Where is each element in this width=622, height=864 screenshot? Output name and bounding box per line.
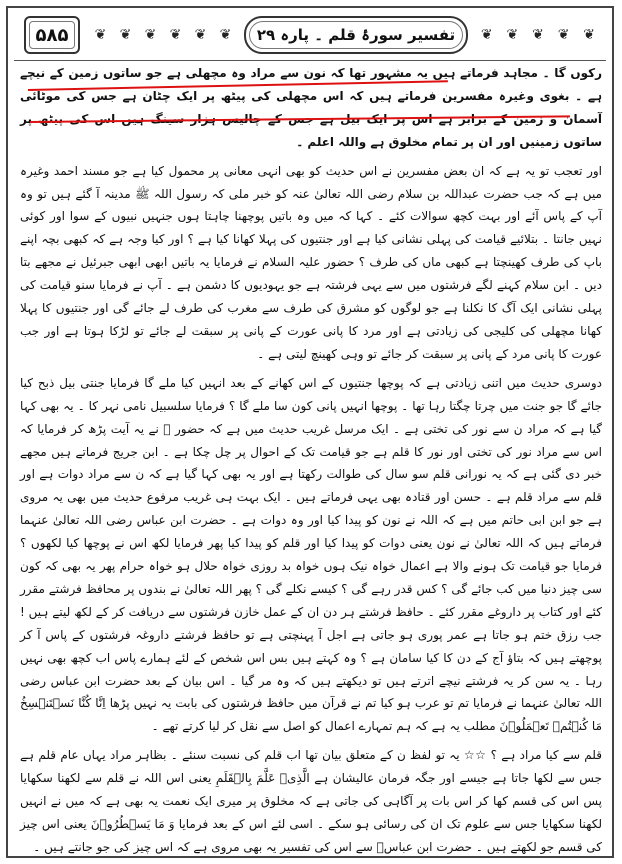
ornament-icon: ❦: [219, 27, 232, 43]
ornament-icon: ❦: [169, 27, 182, 43]
decorative-border-left: [88, 20, 238, 50]
header-divider: [14, 60, 606, 61]
paragraph: دوسری حدیث میں اتنی زیادتی ہے کہ پوچھا جنتیوں کے اس کھانے کے بعد انہیں کیا ملے گا فرمایا جنتی بیل ذبح کیا جائے گا جو جنت میں چرتا چگتا رہا تھا ۔ پوچھا انہیں پانی کون سا ملے گا ؟ فرمایا سلسبیل نامی نہر کا ۔ یہ بھی کہا گیا ہے کہ مراد ن سے نور کی تختی ہے ۔ ایک مرسل غریب حدیث میں ہے کہ حضور ﷺ نے یہ آیت پڑھ کر فرمایا کہ اس سے مراد نور کی تختی اور نور کا قلم ہے جو قیامت تک کے احوال پر چل چکا ہے ۔ ابن جریج فرماتے ہیں مجھے خبر دی گئی ہے کہ یہ نورانی قلم سو سال کی طوالت رکھتا ہے اور یہ بھی کہا گیا ہے کہ ن سے مراد دوات ہے اور قلم سے مراد قلم ہے ۔ حسن اور قتادہ بھی یہی فرماتے ہیں ۔ ایک بہت ہی غریب مرفوع حدیث میں بھی یہ مروی ہے جو ابن ابی حاتم میں ہے کہ اللہ نے نون کو پیدا کیا اور وہ دوات ہے ۔ حضرت ابن عباس رضی اللہ تعالیٰ عنہما فرماتے ہیں کہ اللہ تعالیٰ نے نون یعنی دوات کو پیدا کیا اور قلم کو پیدا کیا پھر فرمایا لکھ اس نے پوچھا کیا لکھوں ؟ فرمایا جو قیامت تک ہونے والا ہے اعمال خواہ نیک ہوں خواہ بد روزی خواہ حلال ہو خواہ حرام پھر یہ بھی کہ کون سی چیز دنیا میں کب جائے گی ؟ کس قدر رہے گی ؟ کیسے نکلے گی ؟ پھر اللہ تعالیٰ نے بندوں پر محافظ فرشتے مقرر کئے اور کتاب پر داروغے مقرر کئے ۔ حافظ فرشتے ہر دن ان کے عمل خازن فرشتوں سے دریافت کر کے لکھ لیتے ہیں ! جب رزق ختم ہو جاتا ہے عمر پوری ہو جاتی ہے اجل آ پہنچتی ہے تو حافظ فرشتے داروغہ فرشتوں کے پاس آ کر پوچھتے ہیں کہ بتاؤ آج کے دن کا کیا سامان ہے ؟ وہ کہتے ہیں بس اس شخص کے لئے ہمارے پاس اب کچھ بھی نہیں رہا ۔ یہ سن کر یہ فرشتے نیچے اترتے ہیں تو دیکھتے ہیں کہ وہ مر گیا ۔ اس بیان کے بعد حضرت ابن عباس رضی اللہ تعالیٰ عنہما نے فرمایا تم تو عرب ہو کیا تم نے قرآن میں حافظ فرشتوں کی بابت یہ نہیں پڑھا اِنَّا كُنَّا نَسۡتَنۡسِخُ مَا كُنۡتُمۡ تَعۡمَلُوۡنَ مطلب یہ ہے کہ ہم تمہارے اعمال کو اصل سے نقل کر لیا کرتے تھے ۔: [20, 375, 602, 734]
page-title: تفسیر سورۂ قلم ۔ پارہ ۲۹: [244, 16, 468, 54]
ornament-icon: ❦: [557, 27, 570, 43]
ornament-icon: ❦: [94, 27, 107, 43]
paragraph: قلم سے کیا مراد ہے ؟ ☆☆ یہ تو لفظ ن کے متعلق بیان تھا اب قلم کی نسبت سنئے ۔ بظاہر مراد یہاں عام قلم ہے جس سے لکھا جاتا ہے جیسے اور جگہ فرمان عالیشان ہے الَّذِیۡ عَلَّمَ بِالۡقَلَمِ یعنی اس اللہ نے قلم سے لکھنا سکھایا پس اس کی قسم کھا کر اس بات پر آگاہی کی جاتی ہے کہ مخلوق پر میری ایک نعمت یہ بھی ہے کہ میں نے انہیں لکھنا سکھایا جس سے علوم تک ان کی رسائی ہو سکے ۔ اسی لئے اس کے بعد فرمایا وَ مَا یَسۡطُرُوۡنَ یعنی اس چیز کی قسم جو لکھتے ہیں ۔ حضرت ابن عباسؓ سے اس کی تفسیر یہ بھی مروی ہے کہ اس چیز کی جو جانتے ہیں ۔: [20, 748, 602, 854]
ornament-icon: ❦: [506, 27, 519, 43]
ornament-icon: ❦: [532, 27, 544, 43]
ornament-icon: ❦: [480, 27, 493, 43]
paragraph: اور تعجب تو یہ ہے کہ ان بعض مفسرین نے اس حدیث کو بھی انہی معانی پر محمول کیا ہے جو مسند احمد وغیرہ میں ہے کہ جب حضرت عبداللہ بن سلام رضی اللہ تعالیٰ عنہ کو خبر ملی کہ رسول اللہ ﷺ مدینہ آ گئے ہیں تو وہ آپ کے پاس آئے اور بہت کچھ سوالات کئے ۔ کہا کہ میں وہ باتیں پوچھنا چاہتا ہوں جنہیں نبیوں کے سوا اور کوئی نہیں جانتا ۔ بتلائیے قیامت کی پہلی نشانی کیا ہے اور جنتیوں کی پہلا کھانا کیا ہے ؟ اور کیا وجہ ہے کہ کبھی بچہ اپنے باپ کی طرف کھینچتا ہے کبھی ماں کی طرف ؟ حضور علیہ السلام نے فرمایا یہ باتیں ابھی ابھی جبرئیل نے مجھے بتا دیں ۔ ابن سلام کہنے لگے فرشتوں میں سے یہی فرشتہ ہے جو یہودیوں کا دشمن ہے ۔ آپ نے فرمایا سنو قیامت کی پہلی نشانی ایک آگ کا نکلنا ہے جو لوگوں کو مشرق کی طرف سے مغرب کی طرف لے جائے گی اور جنتیوں کا پہلا کھانا مچھلی کی کلیجی کی زیادتی ہے اور مرد کا پانی عورت کے پانی پر سبقت لے جائے تو لڑکا ہوتا ہے اور جب عورت کا پانی مرد کے پانی پر سبقت کر جائے تو وہی کھینچ لیتی ہے ۔: [20, 163, 602, 361]
paragraph: رکوں گا ۔ مجاہد فرماتے ہیں یہ مشہور تھا کہ نون سے مراد وہ مچھلی ہے جو ساتوں زمین کے نیچے ہے ۔ بغوی وغیرہ مفسرین فرماتے ہیں کہ اس مچھلی کی پیٹھ پر ایک چٹان ہے جس کی موٹائی آسمان و زمین کے برابر ہے اس پر ایک بیل ہے جس کے چالیس ہزار سینگ ہیں اس کی پیٹھ پر ساتوں زمینیں اور ان پر تمام مخلوق ہے واللہ اعلم ۔: [20, 66, 602, 149]
ornament-icon: ❦: [119, 27, 132, 43]
ornament-icon: ❦: [194, 27, 207, 43]
page-number: ۵۸۵: [24, 16, 80, 54]
ornament-icon: ❦: [583, 27, 596, 43]
decorative-border-right: [474, 20, 602, 50]
page-header: [14, 14, 606, 58]
body-text: [20, 62, 602, 858]
ornament-icon: ❦: [144, 27, 157, 43]
